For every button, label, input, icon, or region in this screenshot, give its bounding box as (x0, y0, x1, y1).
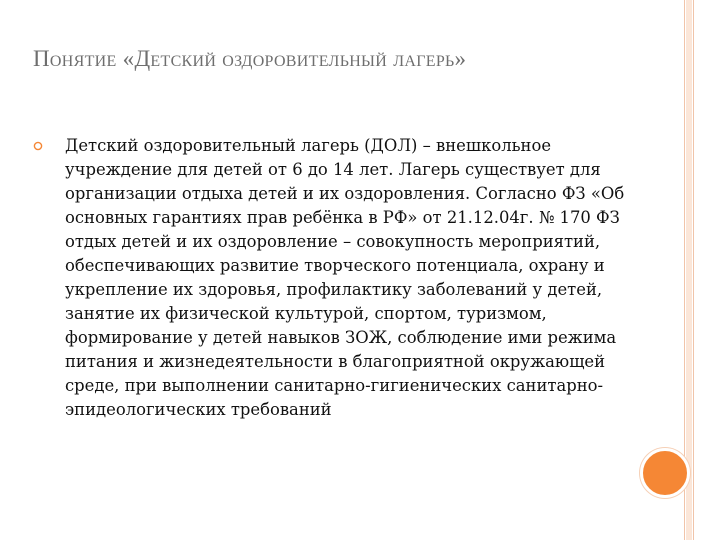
slide-title: Понятие «Детский оздоровительный лагерь» (33, 46, 467, 71)
bullet-text: Детский оздоровительный лагерь (ДОЛ) – внешкольное учреждение для детей от 6 до 14 лет. Лагерь существует для организации отдыха детей и их оздоровления. Согласно ФЗ «Об основных гарантиях прав ребёнка в РФ» от 21.12.04г. № 170 ФЗ отдых детей и их оздоровление – совокупность мероприятий, обеспечивающих развитие творческого потенциала, охрану и укрепление их здоровья, профилактику заболеваний у детей, занятие их физической культурой, спортом, туризмом, формирование у детей навыков ЗОЖ, соблюдение ими режима питания и жизнедеятельности в благоприятной окружающей среде, при выполнении санитарно-гигиенических санитарно-эпидеологических требований (65, 136, 625, 419)
side-decorative-band (686, 0, 692, 540)
slide-content (33, 134, 633, 422)
side-border-line (693, 0, 694, 540)
circle-bullet-icon (33, 134, 65, 158)
bullet-item (33, 134, 633, 422)
decorative-circle-icon (640, 448, 690, 498)
